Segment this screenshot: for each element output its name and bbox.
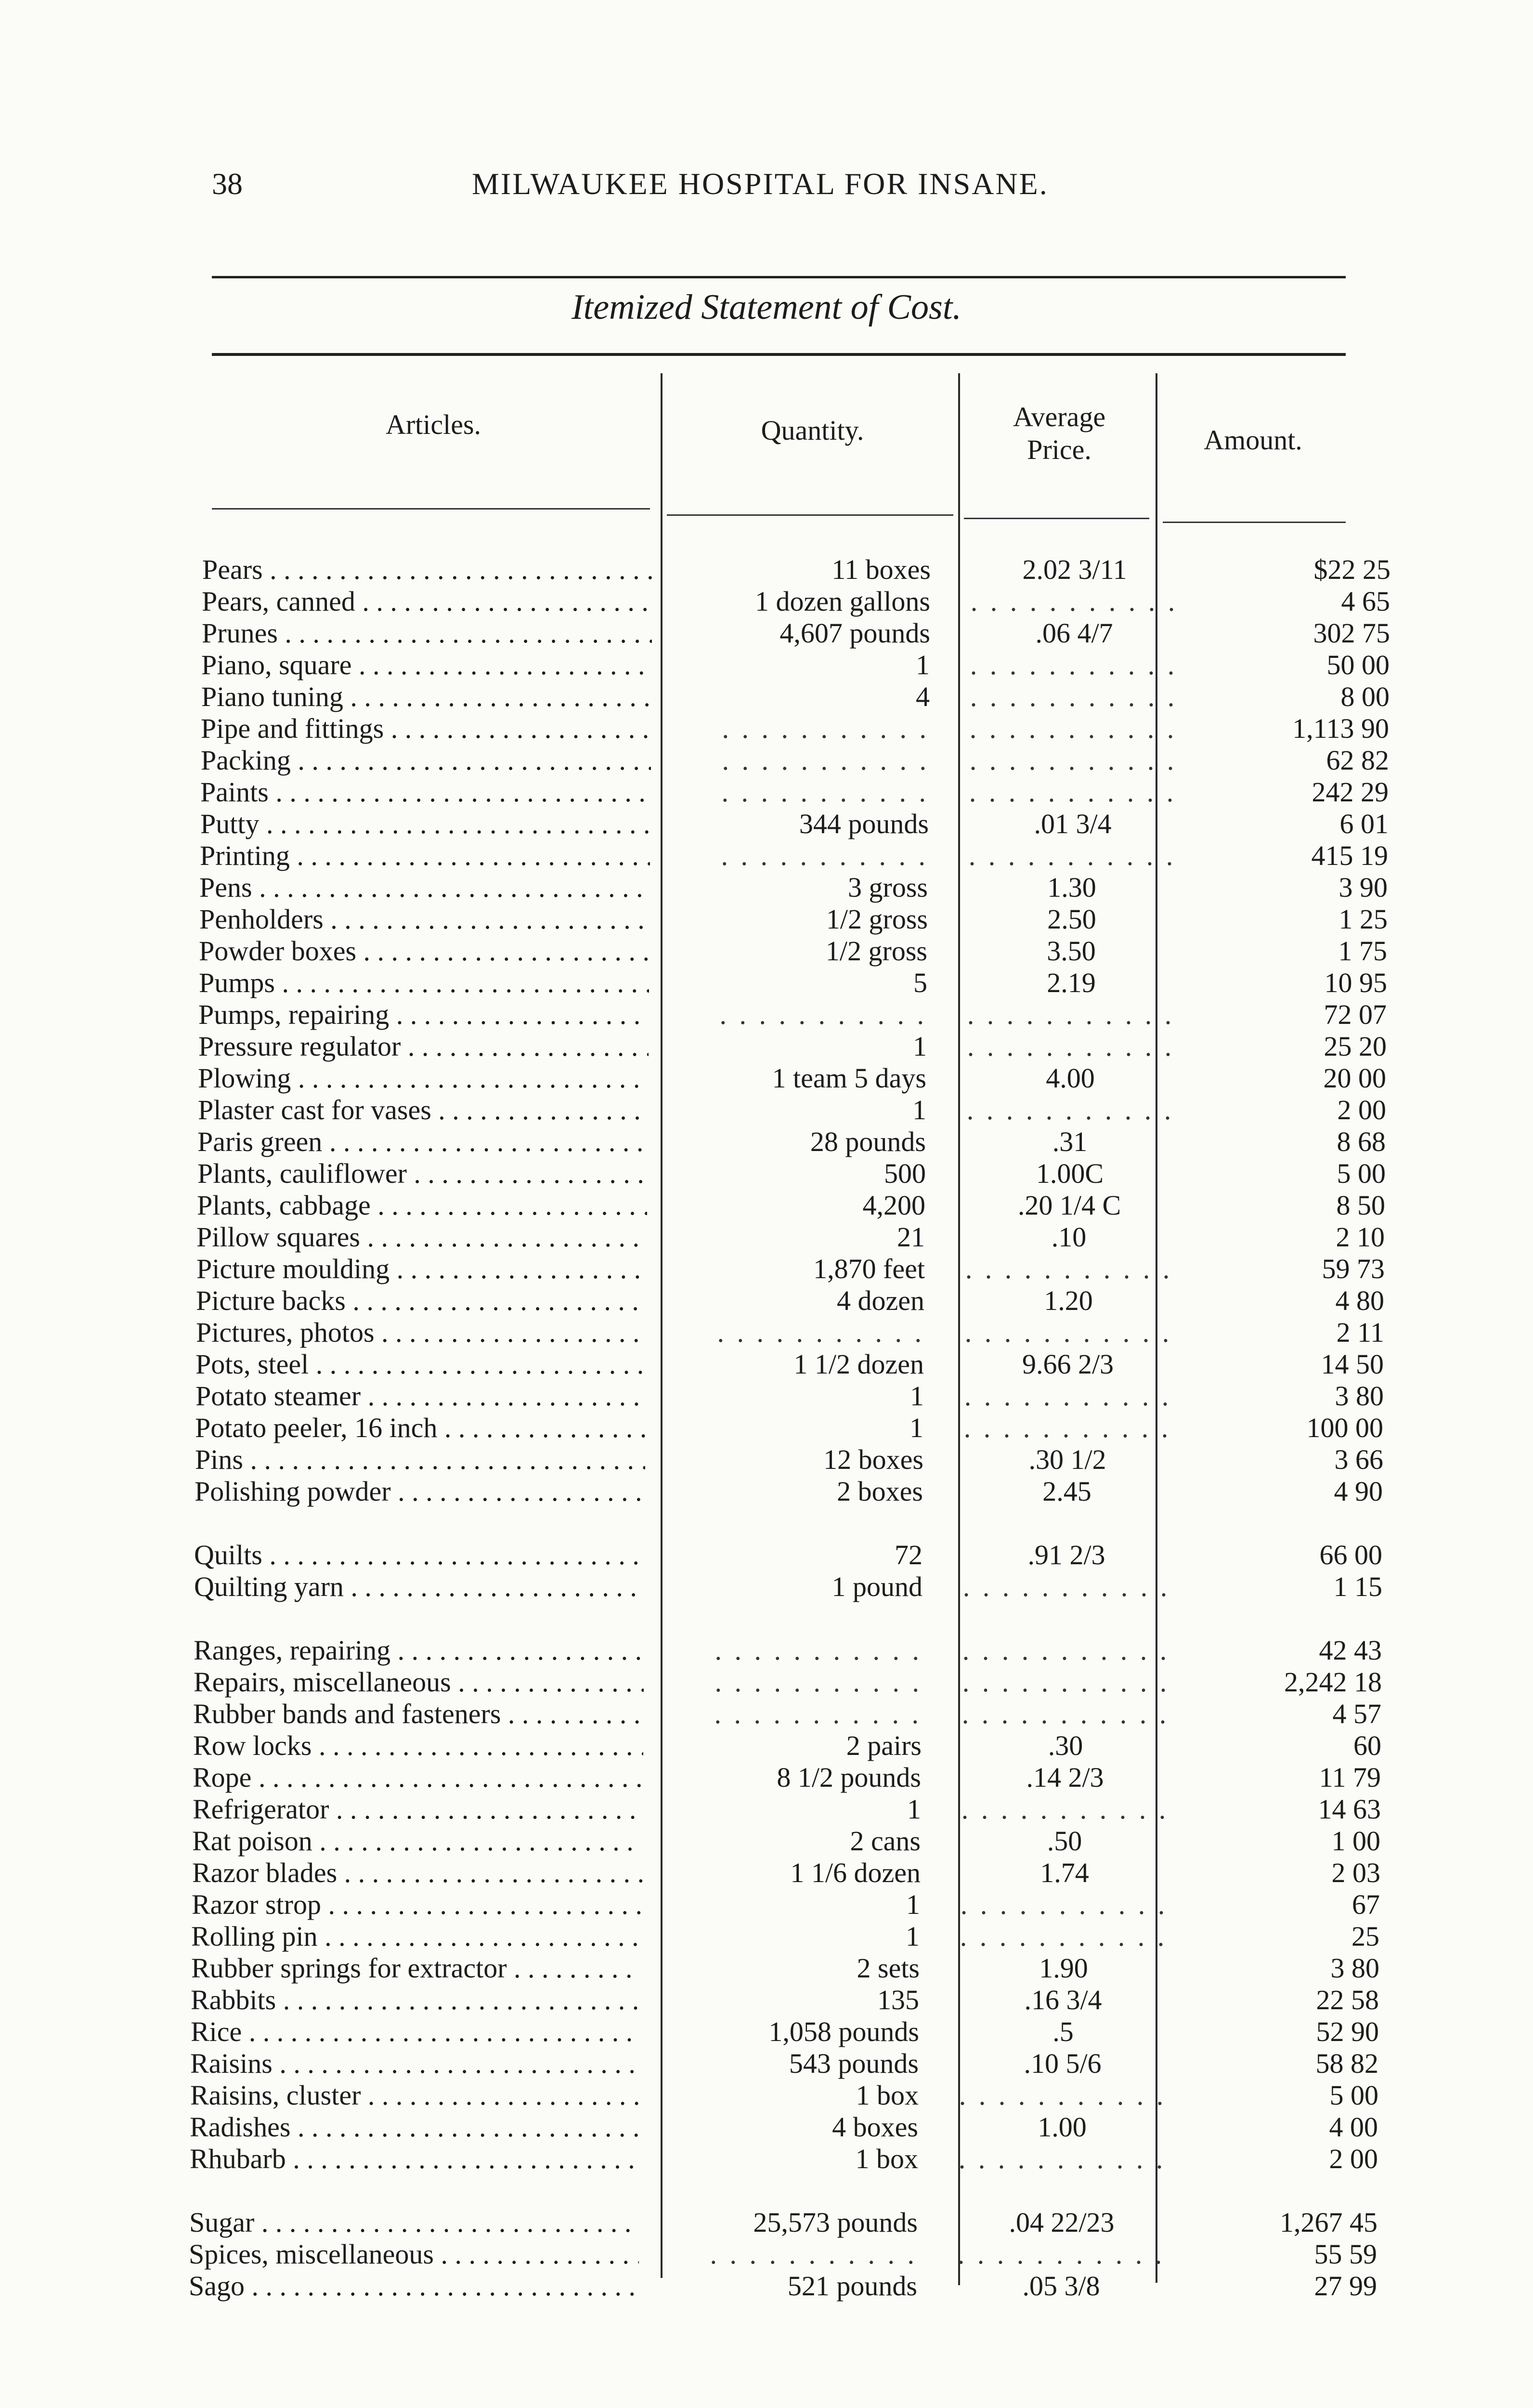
price-cell: . . . . . . . . . . . — [970, 681, 1178, 712]
price-cell: . . . . . . . . . . . — [964, 1380, 1172, 1412]
article-cell: Spices, miscellaneous . . . — [189, 2238, 639, 2270]
article-cell: Plants, cabbage . . . — [197, 1190, 647, 1221]
table-row — [199, 872, 1389, 903]
header-underline-quantity — [667, 514, 953, 516]
header-rule — [212, 276, 1346, 278]
column-header-amount: Amount. — [1204, 424, 1302, 456]
article-cell: Picture moulding . . . — [196, 1253, 647, 1285]
quantity-cell: 500 — [884, 1158, 926, 1189]
price-cell: 4.00 — [1046, 1062, 1095, 1094]
amount-cell: 100 00 — [1306, 1412, 1383, 1443]
price-cell: .31 — [1052, 1126, 1088, 1157]
amount-cell: 5 00 — [1329, 2080, 1378, 2111]
table-row — [191, 1921, 1380, 1952]
price-cell: .91 2/3 — [1027, 1539, 1105, 1570]
amount-cell: 50 00 — [1326, 649, 1390, 681]
amount-cell: 3 80 — [1335, 1380, 1384, 1412]
table-row — [195, 1444, 1384, 1476]
amount-cell: 3 90 — [1338, 872, 1388, 903]
price-cell: .30 1/2 — [1028, 1444, 1106, 1475]
article-cell: Rice . . . — [191, 2016, 641, 2048]
amount-cell: 66 00 — [1319, 1539, 1382, 1570]
quantity-cell: 1 — [910, 1380, 924, 1412]
quantity-cell: . . . . . . . . . . . — [722, 713, 929, 744]
table-row — [191, 1984, 1380, 2016]
price-cell: 1.30 — [1047, 872, 1096, 903]
quantity-cell: . . . . . . . . . . . — [722, 745, 929, 776]
price-cell: 9.66 2/3 — [1022, 1348, 1114, 1380]
amount-cell: 5 00 — [1337, 1158, 1386, 1189]
table-row — [195, 1476, 1384, 1507]
article-cell: Refrigerator . . . — [193, 1793, 643, 1825]
quantity-cell: 1 1/2 dozen — [793, 1348, 924, 1380]
article-cell: Plants, cauliflower . . . — [197, 1158, 648, 1190]
price-cell: 2.19 — [1047, 967, 1096, 998]
article-cell: Powder boxes . . . — [199, 935, 649, 967]
quantity-cell: 1 pound — [831, 1571, 922, 1602]
table-row — [190, 2048, 1379, 2080]
article-cell: Pillow squares . . . — [196, 1221, 647, 1253]
amount-cell: 20 00 — [1323, 1062, 1386, 1094]
price-cell: .01 3/4 — [1034, 808, 1112, 839]
amount-cell: 242 29 — [1312, 776, 1389, 808]
article-cell: Potato peeler, 16 inch . . . — [195, 1412, 645, 1444]
price-cell: .05 3/8 — [1022, 2270, 1100, 2302]
price-cell: 1.20 — [1044, 1285, 1093, 1316]
quantity-cell: 135 — [877, 1984, 919, 2015]
table-row — [194, 1539, 1383, 1571]
table-row — [193, 1762, 1382, 1793]
price-cell: 2.45 — [1042, 1476, 1091, 1507]
amount-cell: 4 90 — [1334, 1476, 1383, 1507]
article-cell: Printing . . . — [200, 840, 650, 872]
article-cell: Raisins, cluster . . . — [190, 2080, 640, 2111]
price-cell: . . . . . . . . . . . — [970, 649, 1178, 681]
article-cell: Pipe and fittings . . . — [201, 713, 651, 745]
article-cell: Plaster cast for vases . . . — [198, 1094, 648, 1126]
price-cell: . . . . . . . . . . . — [963, 1412, 1171, 1443]
price-cell: . . . . . . . . . . . — [962, 1666, 1170, 1698]
amount-cell: 415 19 — [1311, 840, 1388, 871]
article-cell: Rubber springs for extractor . . . — [191, 1952, 641, 1984]
price-cell: 1.00 — [1038, 2111, 1087, 2143]
article-cell: Quilts . . . — [194, 1539, 644, 1571]
table-row — [197, 1158, 1387, 1190]
article-cell: Raisins . . . — [190, 2048, 640, 2080]
article-cell: Picture backs . . . — [196, 1285, 646, 1317]
table-row — [193, 1730, 1382, 1762]
article-cell: Paris green . . . — [197, 1126, 648, 1158]
price-cell: . . . . . . . . . . . — [958, 2143, 1166, 2174]
table-row — [198, 1094, 1387, 1126]
article-cell: Rabbits . . . — [191, 1984, 641, 2016]
amount-cell: 22 58 — [1316, 1984, 1379, 2015]
article-cell: Rope . . . — [193, 1762, 643, 1793]
table-row — [190, 2080, 1379, 2111]
price-cell: 2.50 — [1047, 903, 1096, 935]
quantity-cell: 4 boxes — [832, 2111, 918, 2143]
table-row — [196, 1221, 1386, 1253]
price-cell: . . . . . . . . . . . — [966, 1094, 1174, 1125]
quantity-cell: . . . . . . . . . . . — [714, 1698, 922, 1729]
amount-cell: 1 00 — [1331, 1825, 1380, 1857]
amount-cell: 3 66 — [1334, 1444, 1383, 1475]
table-row — [189, 2270, 1378, 2302]
price-cell: . . . . . . . . . . . — [960, 1921, 1168, 1952]
quantity-cell: 25,573 pounds — [753, 2207, 918, 2238]
article-cell: Piano tuning . . . — [201, 681, 651, 713]
amount-cell: 52 90 — [1316, 2016, 1379, 2047]
quantity-cell: 1 — [912, 1094, 926, 1125]
quantity-cell: 4,200 — [862, 1190, 925, 1221]
price-cell: 1.90 — [1039, 1952, 1088, 1984]
quantity-cell: 8 1/2 pounds — [777, 1762, 921, 1793]
table-row — [202, 554, 1391, 586]
price-cell: . . . . . . . . . . . — [964, 1317, 1172, 1348]
quantity-cell: . . . . . . . . . . . — [721, 776, 929, 808]
amount-cell: 55 59 — [1314, 2238, 1377, 2270]
price-cell: . . . . . . . . . . . — [969, 745, 1177, 776]
price-cell: . . . . . . . . . . . — [970, 586, 1178, 617]
amount-cell: 2 10 — [1336, 1221, 1385, 1253]
quantity-cell: 1 box — [855, 2143, 918, 2174]
article-cell: Pressure regulator . . . — [198, 1031, 649, 1062]
column-header-average-price — [963, 401, 1156, 466]
table-row — [202, 617, 1391, 649]
amount-cell: 10 95 — [1324, 967, 1387, 998]
amount-cell: 27 99 — [1314, 2270, 1377, 2302]
quantity-cell: 1 box — [856, 2080, 919, 2111]
price-cell: .10 — [1051, 1221, 1087, 1253]
table-row — [200, 776, 1390, 808]
article-cell: Piano, square . . . — [201, 649, 651, 681]
table-row — [191, 2016, 1380, 2048]
article-cell: Packing . . . — [201, 745, 651, 776]
amount-cell: 3 80 — [1330, 1952, 1379, 1984]
table-row — [201, 745, 1390, 776]
article-cell: Pictures, photos . . . — [196, 1317, 646, 1348]
article-cell: Pears, canned . . . — [202, 586, 652, 617]
quantity-cell: 11 boxes — [831, 554, 931, 585]
article-cell: Ranges, repairing . . . — [194, 1635, 644, 1666]
amount-cell: 72 07 — [1324, 999, 1387, 1030]
article-cell: Pins . . . — [195, 1444, 645, 1476]
price-cell: .10 5/6 — [1024, 2048, 1102, 2079]
price-cell: .16 3/4 — [1024, 1984, 1102, 2015]
quantity-cell: 28 pounds — [810, 1126, 926, 1157]
quantity-cell: 2 sets — [857, 1952, 920, 1984]
price-cell: .5 — [1052, 2016, 1074, 2047]
article-cell: Rubber bands and fasteners . . . — [193, 1698, 643, 1730]
article-cell: Rat poison . . . — [192, 1825, 642, 1857]
article-cell: Prunes . . . — [202, 617, 652, 649]
article-cell: Sago . . . — [189, 2270, 639, 2302]
table-row — [199, 967, 1388, 999]
article-cell: Plowing . . . — [198, 1062, 648, 1094]
price-cell: . . . . . . . . . . . — [957, 2238, 1165, 2270]
article-cell: Sugar . . . — [189, 2207, 639, 2238]
quantity-cell: 1 — [909, 1412, 923, 1443]
amount-cell: 59 73 — [1322, 1253, 1385, 1284]
table-row — [189, 2207, 1378, 2238]
price-cell: .14 2/3 — [1026, 1762, 1104, 1793]
amount-cell: 6 01 — [1339, 808, 1389, 839]
table-row — [198, 999, 1388, 1031]
amount-cell: 67 — [1352, 1889, 1380, 1920]
quantity-cell: 1 — [907, 1793, 921, 1825]
quantity-cell: 1 team 5 days — [772, 1062, 926, 1094]
table-title: Itemized Statement of Cost. — [572, 288, 961, 327]
quantity-cell: 4 dozen — [837, 1285, 924, 1316]
article-cell: Pears . . . — [202, 554, 652, 586]
table-row — [200, 840, 1389, 872]
table-row — [197, 1190, 1386, 1221]
header-underline-articles — [212, 508, 650, 510]
price-cell: . . . . . . . . . . . — [969, 776, 1177, 808]
article-cell: Rhubarb . . . — [190, 2143, 640, 2175]
quantity-cell: 344 pounds — [799, 808, 929, 839]
table-row — [192, 1889, 1381, 1921]
amount-cell: 8 00 — [1340, 681, 1390, 712]
article-cell: Razor strop . . . — [192, 1889, 642, 1921]
price-cell: . . . . . . . . . . . — [967, 1031, 1175, 1062]
table-row — [195, 1348, 1385, 1380]
amount-cell: 302 75 — [1313, 617, 1390, 649]
article-cell: Rolling pin . . . — [191, 1921, 641, 1952]
table-row — [196, 1317, 1385, 1348]
table-row — [201, 681, 1390, 713]
table-row — [197, 1126, 1387, 1158]
table-row — [192, 1825, 1381, 1857]
table-row — [189, 2238, 1378, 2270]
article-cell: Polishing powder . . . — [195, 1476, 645, 1507]
table-row — [194, 1571, 1383, 1603]
average-price-line-1: Average — [1013, 401, 1106, 432]
table-row — [191, 1952, 1380, 1984]
price-cell: 3.50 — [1047, 935, 1096, 967]
amount-cell: 2 00 — [1337, 1094, 1386, 1125]
quantity-cell: 543 pounds — [789, 2048, 919, 2079]
price-cell: . . . . . . . . . . . — [960, 1889, 1168, 1920]
quantity-cell: 3 gross — [848, 872, 928, 903]
amount-cell: 60 — [1353, 1730, 1381, 1761]
table-row — [195, 1380, 1385, 1412]
quantity-cell: 1/2 gross — [826, 903, 928, 935]
price-cell: . . . . . . . . . . . — [969, 713, 1177, 744]
table-row — [202, 586, 1391, 617]
table-row — [198, 1062, 1387, 1094]
table-row — [194, 1666, 1383, 1698]
table-row — [200, 808, 1390, 840]
header-underline-amount — [1163, 522, 1346, 523]
quantity-cell: 1 dozen gallons — [754, 586, 930, 617]
table-row — [193, 1793, 1382, 1825]
amount-cell: 2 03 — [1331, 1857, 1380, 1888]
amount-cell: 14 50 — [1321, 1348, 1384, 1380]
quantity-cell: 1 — [906, 1921, 920, 1952]
article-cell: Pumps . . . — [199, 967, 649, 999]
quantity-cell: 1,870 feet — [813, 1253, 925, 1284]
price-cell: . . . . . . . . . . . — [965, 1253, 1173, 1284]
amount-cell: 2 00 — [1329, 2143, 1378, 2174]
table-row — [199, 903, 1389, 935]
quantity-cell: . . . . . . . . . . . — [710, 2238, 917, 2270]
amount-cell: 42 43 — [1319, 1635, 1382, 1666]
price-cell: .50 — [1047, 1825, 1082, 1857]
quantity-cell: 21 — [897, 1221, 925, 1253]
amount-cell: $22 25 — [1313, 554, 1390, 585]
quantity-cell: . . . . . . . . . . . — [715, 1666, 922, 1698]
price-cell: . . . . . . . . . . . — [962, 1571, 1170, 1602]
page-number: 38 — [212, 167, 243, 201]
table-row — [192, 1857, 1381, 1889]
table-row — [194, 1635, 1383, 1666]
quantity-cell: 1 1/6 dozen — [790, 1857, 921, 1888]
price-cell: . . . . . . . . . . . — [968, 840, 1176, 871]
quantity-cell: 1 — [916, 649, 930, 681]
price-cell: . . . . . . . . . . . — [967, 999, 1175, 1030]
quantity-cell: . . . . . . . . . . . — [719, 999, 927, 1030]
amount-cell: 11 79 — [1319, 1762, 1381, 1793]
average-price-line-2: Price. — [1027, 434, 1091, 465]
quantity-cell: 5 — [913, 967, 927, 998]
price-cell: . . . . . . . . . . . — [961, 1793, 1169, 1825]
table-row — [201, 713, 1390, 745]
table-row — [196, 1253, 1386, 1285]
table-row — [201, 649, 1390, 681]
article-cell: Pumps, repairing . . . — [198, 999, 649, 1031]
quantity-cell: 521 pounds — [787, 2270, 917, 2302]
article-cell: Radishes . . . — [190, 2111, 640, 2143]
price-cell: .06 4/7 — [1035, 617, 1113, 649]
amount-cell: 4 57 — [1332, 1698, 1381, 1729]
quantity-cell: 4,607 pounds — [779, 617, 930, 649]
amount-cell: 8 50 — [1336, 1190, 1385, 1221]
price-cell: . . . . . . . . . . . — [961, 1698, 1169, 1729]
amount-cell: 4 65 — [1341, 586, 1390, 617]
price-cell: . . . . . . . . . . . — [962, 1635, 1170, 1666]
article-cell: Repairs, miscellaneous . . . — [194, 1666, 644, 1698]
price-cell: 1.74 — [1040, 1857, 1089, 1888]
quantity-cell: 72 — [895, 1539, 922, 1570]
article-cell: Paints . . . — [200, 776, 650, 808]
column-header-quantity: Quantity. — [761, 415, 864, 446]
table-row — [195, 1412, 1384, 1444]
price-cell: .30 — [1048, 1730, 1083, 1761]
amount-cell: 2 11 — [1336, 1317, 1384, 1348]
table-top-rule — [212, 353, 1346, 356]
amount-cell: 25 20 — [1324, 1031, 1387, 1062]
amount-cell: 58 82 — [1315, 2048, 1378, 2079]
quantity-cell: 1 — [913, 1031, 927, 1062]
article-cell: Pens . . . — [199, 872, 650, 903]
price-cell: .20 1/4 C — [1017, 1190, 1121, 1221]
table-row — [198, 1031, 1388, 1062]
table-row — [199, 935, 1388, 967]
article-cell: Quilting yarn . . . — [194, 1571, 644, 1603]
table-row — [193, 1698, 1382, 1730]
quantity-cell: 2 boxes — [837, 1476, 923, 1507]
amount-cell: 1 75 — [1338, 935, 1387, 967]
quantity-cell: 1/2 gross — [825, 935, 927, 967]
amount-cell: 1,267 45 — [1280, 2207, 1377, 2238]
article-cell: Pots, steel . . . — [195, 1348, 646, 1380]
quantity-cell: . . . . . . . . . . . — [717, 1317, 924, 1348]
amount-cell: 25 — [1351, 1921, 1379, 1952]
table-row — [196, 1285, 1385, 1317]
quantity-cell: 2 pairs — [846, 1730, 922, 1761]
column-header-articles: Articles. — [385, 409, 481, 440]
quantity-cell: 2 cans — [850, 1825, 921, 1857]
amount-cell: 62 82 — [1326, 745, 1389, 776]
amount-cell: 1 25 — [1338, 903, 1388, 935]
amount-cell: 14 63 — [1318, 1793, 1381, 1825]
running-title: MILWAUKEE HOSPITAL FOR INSANE. — [472, 167, 1049, 201]
header-underline-price — [964, 518, 1149, 519]
amount-cell: 4 00 — [1329, 2111, 1378, 2143]
table-row — [190, 2143, 1379, 2175]
amount-cell: 4 80 — [1335, 1285, 1384, 1316]
quantity-cell: . . . . . . . . . . . — [715, 1635, 922, 1666]
price-cell: 1.00C — [1036, 1158, 1104, 1189]
quantity-cell: 1 — [906, 1889, 920, 1920]
quantity-cell: . . . . . . . . . . . — [721, 840, 928, 871]
quantity-cell: 1,058 pounds — [768, 2016, 919, 2047]
amount-cell: 8 68 — [1337, 1126, 1386, 1157]
article-cell: Row locks . . . — [193, 1730, 643, 1762]
article-cell: Putty . . . — [200, 808, 650, 840]
price-cell: .04 22/23 — [1009, 2207, 1115, 2238]
table-row — [190, 2111, 1379, 2143]
article-cell: Razor blades . . . — [192, 1857, 642, 1889]
article-cell: Potato steamer . . . — [195, 1380, 646, 1412]
quantity-cell: 12 boxes — [823, 1444, 923, 1475]
article-cell: Penholders . . . — [199, 903, 650, 935]
amount-cell: 1 15 — [1333, 1571, 1382, 1602]
amount-cell: 2,242 18 — [1284, 1666, 1382, 1698]
amount-cell: 1,113 90 — [1292, 713, 1389, 744]
price-cell: 2.02 3/11 — [1022, 554, 1127, 585]
quantity-cell: 4 — [916, 681, 930, 712]
price-cell: . . . . . . . . . . . — [959, 2080, 1167, 2111]
